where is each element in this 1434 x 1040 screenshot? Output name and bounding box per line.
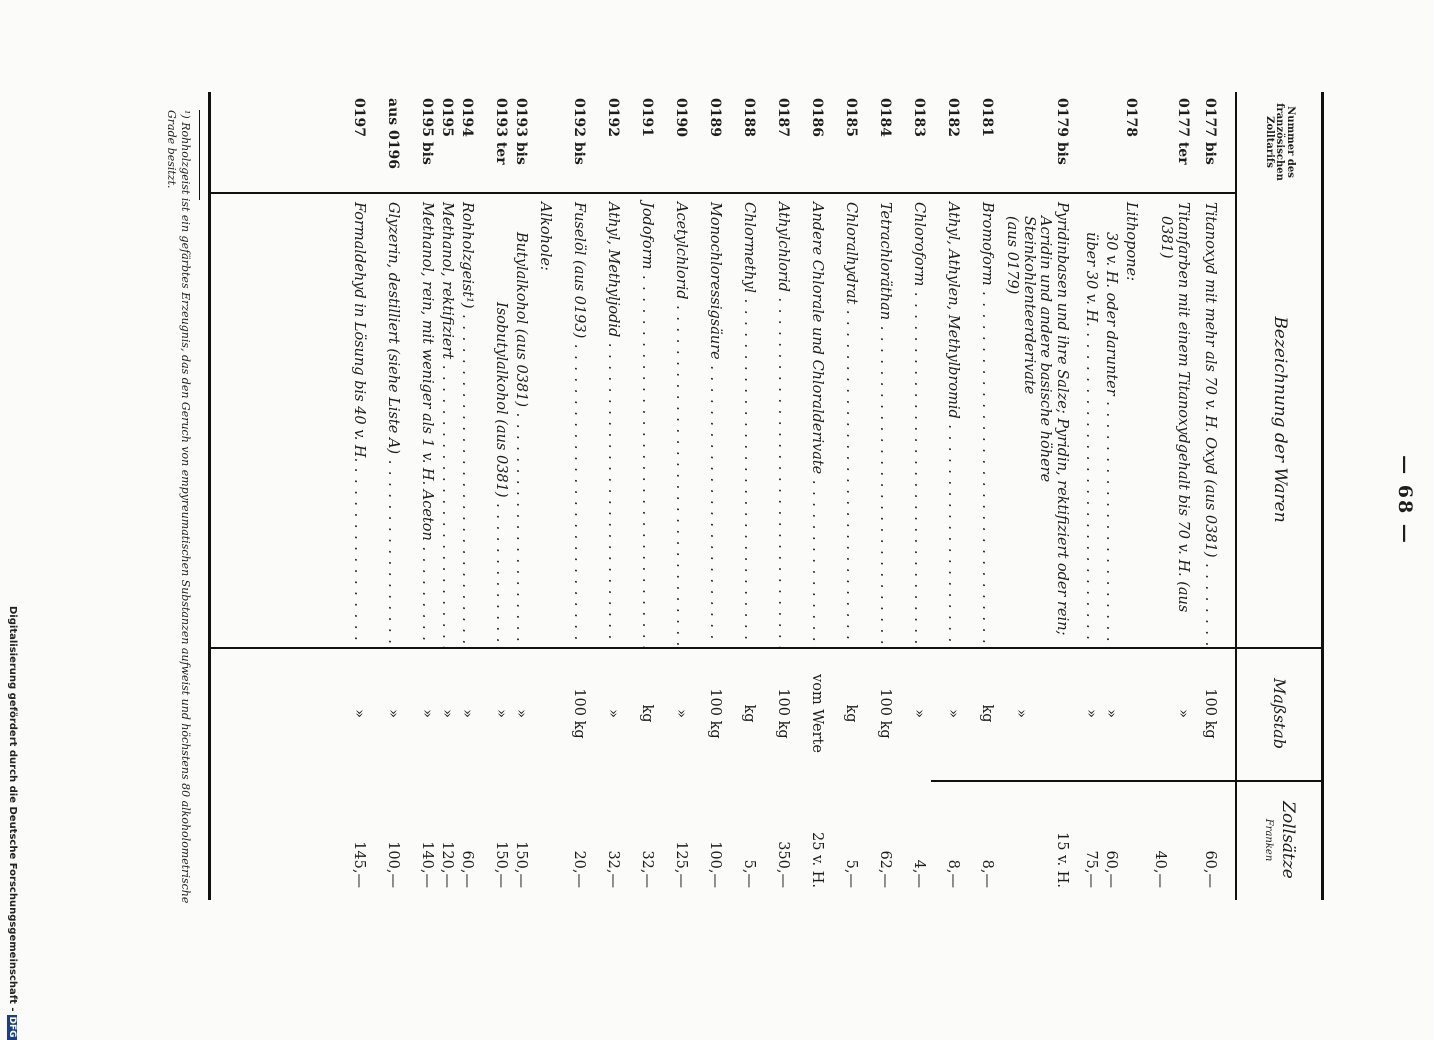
unit: » (1175, 709, 1191, 718)
table-row (384, 92, 418, 900)
duty: 60,— (1202, 850, 1219, 888)
tariff-number: 0187 (774, 98, 791, 137)
unit: » (1013, 709, 1030, 718)
table-header (1235, 92, 1321, 900)
goods-description: Bromoform . . . (978, 192, 995, 647)
table-row (944, 92, 978, 900)
table-row (1003, 92, 1082, 900)
duty: 100,— (385, 841, 402, 888)
tariff-number: 0183 (910, 98, 927, 137)
table-row (774, 92, 808, 900)
duty: 32,— (605, 850, 622, 888)
goods-description (1158, 192, 1191, 647)
unit: » (385, 709, 402, 718)
page-number: — 68 — (1394, 455, 1416, 545)
table-row (910, 92, 944, 900)
duty: 150,— (493, 841, 510, 888)
goods-description: Chloralhydrat . . . (842, 192, 859, 647)
header-duty-label: Zollsätze (1277, 801, 1298, 879)
unit: kg (639, 704, 656, 723)
table-row (438, 92, 458, 900)
duty: 5,— (741, 859, 758, 888)
goods-description: Chlormethyl . . . (740, 192, 757, 647)
goods-description: Monochloressigsäure . . . (706, 192, 723, 647)
tariff-number: 0195 (438, 98, 455, 137)
tariff-number: 0185 (842, 98, 859, 137)
duty: 140,— (419, 841, 436, 888)
unit: » (351, 709, 368, 718)
duty: 75,— (1083, 850, 1100, 888)
credit-text: Digitalisierung gefördert durch die Deutsche Forschungsgemeinschaft - (7, 606, 18, 1012)
unit: kg (979, 704, 996, 723)
tariff-number: 0191 (638, 98, 655, 137)
dfg-logo: DFG (7, 1016, 17, 1038)
header-number: Nummer des französischen Zolltarifs (1263, 103, 1296, 181)
tariff-number: 0179 bis (1054, 98, 1070, 165)
table-row (740, 92, 774, 900)
unit: » (1083, 709, 1100, 718)
duty: 32,— (639, 850, 656, 888)
unit: vom Werte (809, 674, 826, 753)
header-duty-sub: Franken (1262, 818, 1274, 862)
tariff-number: 0182 (944, 98, 961, 137)
table-body (350, 92, 1235, 900)
unit: » (419, 709, 436, 718)
tariff-number: 0186 (808, 98, 825, 137)
table-row (604, 92, 638, 900)
header-duty (1237, 780, 1321, 900)
table-row (1201, 92, 1235, 900)
goods-description: Acetylchlorid . . . (672, 192, 689, 647)
goods-description: Alkohole: (537, 202, 554, 271)
goods-description: Butylalkohol (aus 0381) . . . (512, 192, 529, 647)
tariff-number: aus 0196 (384, 98, 401, 169)
tariff-number: 0192 bis (570, 98, 587, 165)
unit: » (605, 709, 622, 718)
goods-description: Chloroform . . . (910, 192, 927, 647)
table-row (570, 92, 604, 900)
goods-description: Rohholzgeist¹) . . . (458, 192, 475, 647)
goods-description: Isobutylalkohol (aus 0381) . . . (492, 192, 509, 647)
goods-description: Tetrachloräthan . . . (876, 192, 893, 647)
unit: 100 kg (571, 688, 588, 739)
table-row (492, 92, 512, 900)
duty: 25 v. H. (809, 831, 826, 888)
tariff-number: 0184 (876, 98, 893, 137)
unit: » (1103, 709, 1120, 718)
goods-description: Formaldehyd in Lösung bis 40 v. H. . . . (350, 192, 367, 647)
footnote: ¹) Rohholzgeist ist ein gefärbtes Erzeugnis, das den Geruch von empyreumatischen Substanzen aufweist und höchstens 80 alkoholometrische Grade besitzt. (164, 110, 192, 904)
tariff-number: 0190 (672, 98, 689, 137)
table-row (418, 92, 438, 900)
duty: 62,— (877, 850, 894, 888)
duty: 120,— (439, 841, 456, 888)
goods-description: Methanol, rein, mit weniger als 1 v. H. Aceton . . . (418, 192, 435, 647)
goods-description-line3: (aus 0179) (1003, 216, 1020, 295)
table-row (512, 92, 536, 900)
unit: 100 kg (707, 688, 724, 739)
goods-description: Jodoform . . . (638, 192, 655, 647)
tariff-number: 0178 (1122, 98, 1139, 137)
unit: 100 kg (1202, 688, 1219, 739)
tariff-number: 0181 (978, 98, 995, 137)
goods-description: Glyzerin, destilliert (siehe Liste A) . . . (384, 192, 401, 647)
tariff-number: 0189 (706, 98, 723, 137)
unit: » (459, 709, 476, 718)
table-row (1102, 92, 1122, 900)
goods-description-line2: Acridin und andere basische höhere Steinkohlenteerderivate (1020, 216, 1054, 483)
goods-description: Lithopone: (1123, 202, 1140, 281)
footnote-rule (199, 110, 200, 200)
unit: kg (843, 704, 860, 723)
table-row (350, 92, 384, 900)
goods-description-line1: Titanfarben mit einem Titanoxydgehalt bis 70 v. H. (aus (1175, 202, 1191, 613)
duty: 4,— (911, 859, 928, 888)
goods-description: Methanol, rektifiziert . . . (438, 192, 455, 647)
unit: » (439, 709, 456, 718)
duty: 8,— (979, 859, 996, 888)
table-row (842, 92, 876, 900)
table-row (1122, 92, 1151, 900)
tariff-number: 0192 (604, 98, 621, 137)
tariff-table (208, 92, 1324, 900)
table-row (536, 92, 570, 900)
duty: 40,— (1152, 850, 1169, 888)
table-row (978, 92, 1012, 900)
unit: » (493, 709, 510, 718)
duty: 125,— (673, 841, 690, 888)
unit: » (911, 709, 928, 718)
unit: » (945, 709, 962, 718)
goods-description: Andere Chlorale und Chloralderivate . . . (808, 192, 825, 647)
tariff-number: 0188 (740, 98, 757, 137)
tariff-number: 0193 ter (492, 98, 509, 165)
duty: 15 v. H. (1054, 831, 1070, 888)
duty: 60,— (459, 850, 476, 888)
table-row (808, 92, 842, 900)
table-row (876, 92, 910, 900)
table-row (1082, 92, 1102, 900)
goods-description-line1: Pyridinbasen und ihre Salze; Pyridin, rektifiziert oder rein; (1054, 202, 1070, 636)
table-row (638, 92, 672, 900)
duty: 100,— (707, 841, 724, 888)
table-row (672, 92, 706, 900)
table-row (1151, 92, 1201, 900)
header-unit: Maßstab (1270, 677, 1290, 750)
goods-description: Fuselöl (aus 0193) . . . (570, 192, 587, 647)
goods-description (1003, 192, 1070, 647)
unit: » (513, 709, 530, 718)
goods-description: Äthyl, Methyljodid . . . (604, 192, 621, 647)
tariff-number: 0197 (350, 98, 367, 137)
table-row (458, 92, 492, 900)
tariff-number: 0195 bis (418, 98, 435, 165)
digitization-credit (4, 606, 18, 1038)
duty: 8,— (945, 859, 962, 888)
duty: 145,— (351, 841, 368, 888)
table-row (706, 92, 740, 900)
duty: 5,— (843, 859, 860, 888)
unit: » (673, 709, 690, 718)
goods-description-line2: 0381) (1158, 216, 1175, 259)
tariff-number: 0177 ter (1175, 98, 1191, 165)
header-description: Bezeichnung der Waren (1269, 316, 1290, 523)
goods-description: 30 v. H. oder darunter . . . (1102, 192, 1119, 647)
duty: 60,— (1103, 850, 1120, 888)
goods-description: Titanoxyd mit mehr als 70 v. H. Oxyd (aus 0381) . . . (1201, 192, 1218, 647)
tariff-number: 0177 bis (1201, 98, 1218, 165)
unit: 100 kg (877, 688, 894, 739)
goods-description: über 30 v. H. . . . (1082, 192, 1099, 647)
duty: 350,— (775, 841, 792, 888)
tariff-number: 0193 bis (512, 98, 529, 165)
goods-description: Äthyl, Äthylen, Methylbromid . . . (944, 192, 961, 647)
unit: 100 kg (775, 688, 792, 739)
unit: kg (741, 704, 758, 723)
goods-description: Äthylchlorid . . . (774, 192, 791, 647)
duty: 20,— (571, 850, 588, 888)
tariff-number: 0194 (458, 98, 475, 137)
duty: 150,— (513, 841, 530, 888)
